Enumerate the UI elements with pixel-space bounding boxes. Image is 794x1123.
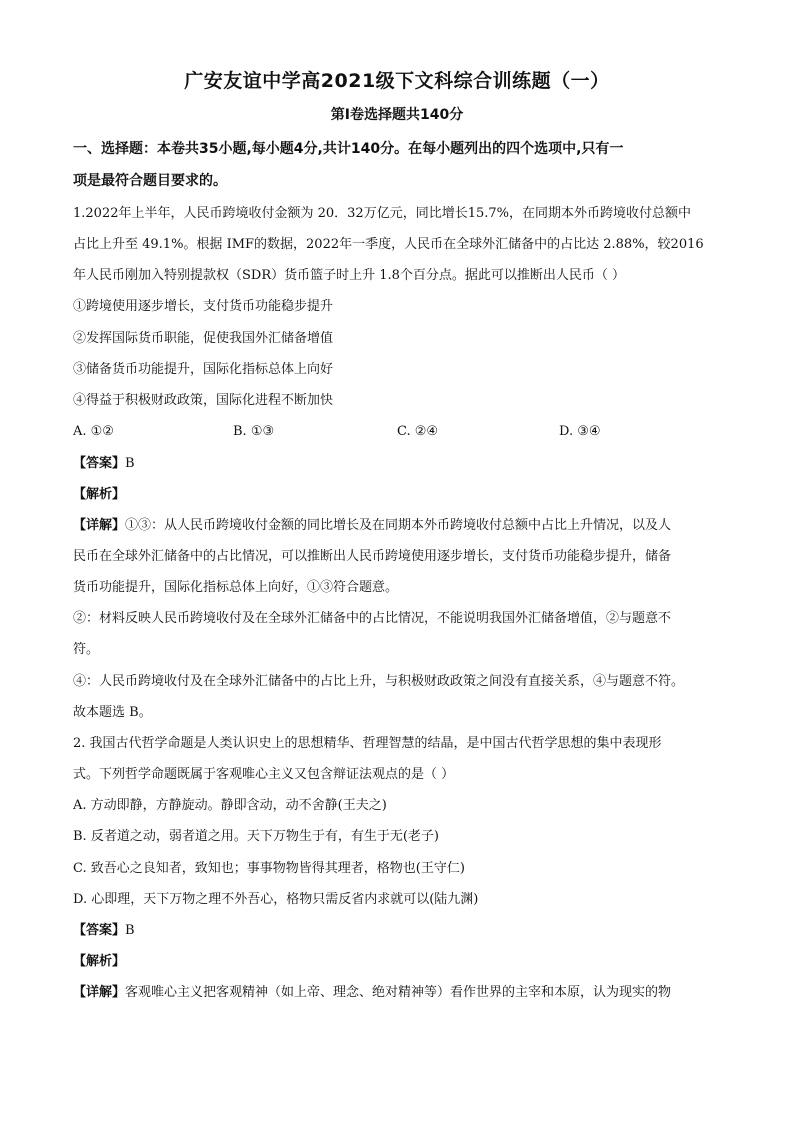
q1-answer-tag: 【答案】 (73, 456, 126, 471)
q1-detail-line-7: 故本题选 B。 (73, 705, 152, 720)
q2-choice-b: B. 反者道之动，弱者道之用。天下万物生于有，有生于无(老子) (73, 829, 439, 844)
q2-stem-line-2: 式。下列哲学命题既属于客观唯心主义又包含辩证法观点的是（ ） (73, 767, 455, 782)
q1-answer-value: B (125, 456, 135, 471)
q1-statement-3: ③储备货币功能提升，国际化指标总体上向好 (73, 362, 334, 377)
q1-detail-line-4: ②：材料反映人民币跨境收付及在全球外汇储备中的占比情况，不能说明我国外汇储备增值，②与题意不 (73, 611, 672, 626)
q1-option-a: A. ①② (73, 424, 114, 439)
q1-stem-line-1: 1.2022年上半年，人民币跨境收付金额为 20．32万亿元，同比增长15.7%，在同期本外币跨境收付总额中 (73, 206, 692, 221)
q1-detail-line-1: 【详解】①③：从人民币跨境收付金额的同比增长及在同期本外币跨境收付总额中占比上升情况，以及人 (73, 518, 672, 533)
q1-analysis-tag: 【解析】 (73, 487, 126, 502)
page-title: 广安友谊中学高2021级下文科综合训练题（一） (184, 70, 610, 92)
q1-detail-line-3: 货币功能提升，国际化指标总体上向好，①③符合题意。 (73, 580, 399, 595)
section-subtitle: 第Ⅰ卷选择题共140分 (330, 107, 464, 123)
q1-detail-line-2: 民币在全球外汇储备中的占比情况，可以推断出人民币跨境使用逐步增长，支付货币功能稳步提升，储备 (73, 549, 672, 564)
q1-option-c: C. ②④ (397, 424, 439, 439)
q2-answer (73, 922, 733, 940)
q1-statement-2: ②发挥国际货币职能，促使我国外汇储备增值 (73, 331, 334, 346)
section-instruction-line-2: 项是最符合题目要求的。 (73, 173, 227, 189)
q1-statement-4: ④得益于积极财政政策，国际化进程不断加快 (73, 393, 334, 408)
q1-detail-line-5: 符。 (73, 642, 100, 657)
q1-option-d: D. ③④ (559, 424, 601, 439)
q1-stem-line-3: 年人民币刚加入特别提款权（SDR）货币篮子时上升 1.8个百分点。据此可以推断出人民币（ ） (73, 268, 626, 283)
q2-choice-a: A. 方动即静，方静旋动。静即含动，动不舍静(王夫之) (73, 798, 387, 813)
q1-stem-line-2: 占比上升至 49.1%。根据 IMF的数据，2022年一季度，人民币在全球外汇储备中的占比达 2.88%，较2016 (73, 237, 704, 252)
q2-analysis-tag: 【解析】 (73, 954, 126, 969)
q2-stem-line-1: 2. 我国古代哲学命题是人类认识史上的思想精华、哲理智慧的结晶，是中国古代哲学思想的集中表现形 (73, 736, 662, 751)
q1-option-b: B. ①③ (233, 424, 275, 439)
q1-detail-tag: 【详解】 (73, 518, 126, 533)
q2-detail-line-1: 【详解】客观唯心主义把客观精神（如上帝、理念、绝对精神等）看作世界的主宰和本原，认为现实的物 (73, 985, 672, 1000)
section-instruction-line-1: 一、选择题：本卷共35小题,每小题4分,共计140分。在每小题列出的四个选项中,只有一 (73, 141, 624, 157)
q1-detail-line-6: ④：人民币跨境收付及在全球外汇储备中的占比上升，与积极财政政策之间没有直接关系，④与题意不符。 (73, 674, 685, 689)
q2-detail-tag: 【详解】 (73, 985, 126, 1000)
q2-answer-tag: 【答案】 (73, 923, 126, 938)
q2-choice-c: C. 致吾心之良知者，致知也；事事物物皆得其理者，格物也(王守仁) (73, 861, 465, 876)
q2-answer-value: B (125, 923, 135, 938)
q1-answer (73, 455, 733, 473)
q2-choice-d: D. 心即理，天下万物之理不外吾心，格物只需反省内求就可以(陆九渊) (73, 892, 479, 907)
q1-statement-1: ①跨境使用逐步增长，支付货币功能稳步提升 (73, 299, 334, 314)
